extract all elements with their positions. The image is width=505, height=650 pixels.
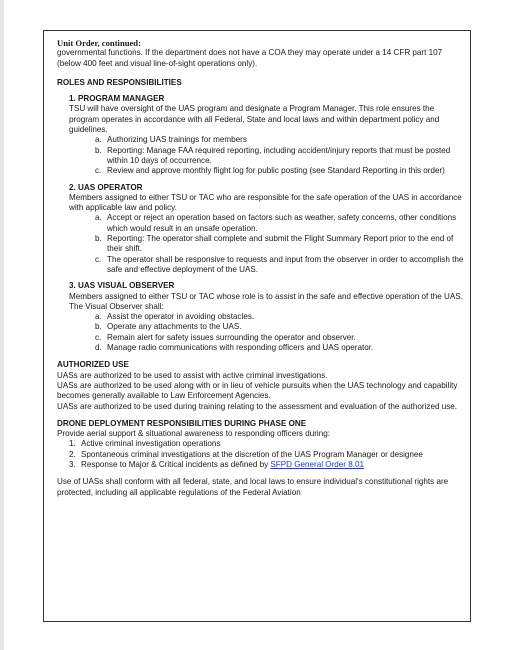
list-item: a. Assist the operator in avoiding obstacles. bbox=[95, 312, 255, 322]
list-item: d. Manage radio communications with responding officers and UAS operator. bbox=[95, 343, 374, 353]
roles-heading: ROLES AND RESPONSIBILITIES bbox=[57, 77, 182, 87]
unit-order-header: Unit Order, continued: bbox=[57, 38, 141, 48]
list-item: b. Operate any attachments to the UAS. bbox=[95, 322, 242, 332]
authorized-use-line: UASs are authorized to be used to assist with active criminal investigations. bbox=[57, 370, 328, 380]
list-item: c. Review and approve monthly flight log for public posting (see Standard Reporting in this order) bbox=[95, 166, 445, 176]
authorized-use-line: UASs are authorized to be used along with or in lieu of vehicle pursuits when the UAS technology and capability becomes generally available to Law Enforcement Agencies. bbox=[57, 380, 458, 401]
visual-observer-heading: 3. UAS VISUAL OBSERVER bbox=[69, 281, 175, 291]
program-manager-heading: 1. PROGRAM MANAGER bbox=[69, 94, 165, 104]
authorized-use-line: UASs are authorized to be used during training relating to the assessment and evaluation of the authorized use. bbox=[57, 401, 457, 411]
intro-paragraph: governmental functions. If the department does not have a COA they may operate under a 14 CFR part 107 (below 400 feet and visual line-of-sight operations only). bbox=[57, 48, 443, 68]
general-order-link[interactable]: SFPD General Order 8.01 bbox=[270, 459, 364, 469]
list-item: 1. Active criminal investigation operations bbox=[69, 439, 221, 449]
list-item: a. Accept or reject an operation based on factors such as weather, safety concerns, other conditions which would result in an unsafe operation. bbox=[95, 213, 457, 233]
document-body bbox=[57, 38, 465, 498]
closing-paragraph: Use of UASs shall conform with all federal, state, and local laws to ensure individual's constitutional rights are protected, including all applicable regulations of the Federal Aviation bbox=[57, 477, 449, 497]
list-item: c. Remain alert for safety issues surrounding the operator and observer. bbox=[95, 332, 356, 342]
scan-edge bbox=[0, 0, 4, 650]
authorized-use-heading: AUTHORIZED USE bbox=[57, 360, 129, 370]
visual-observer-text: Members assigned to either TSU or TAC whose role is to assist in the safe and effective operation of the UAS. The Visual Observer shall: bbox=[69, 291, 463, 311]
list-item: a. Authorizing UAS trainings for members bbox=[95, 135, 247, 145]
uas-operator-heading: 2. UAS OPERATOR bbox=[69, 182, 143, 192]
list-item: b. Reporting: Manage FAA required reporting, including accident/injury reports that must be posted within 10 days of occurrence. bbox=[95, 145, 451, 165]
drone-deployment-heading: DRONE DEPLOYMENT RESPONSIBILITIES DURING PHASE ONE bbox=[57, 418, 307, 428]
program-manager-text: TSU will have oversight of the UAS program and designate a Program Manager. This role ensures the program operates in accordance with all Federal, State and local laws and within department policy and guidelines. bbox=[69, 104, 440, 135]
spacer bbox=[57, 470, 465, 477]
uas-operator-text: Members assigned to either TSU or TAC who are responsible for the safe operation of the UAS in accordance with applicable law and policy. bbox=[69, 192, 462, 213]
drone-deployment-text: Provide aerial support & situational awareness to responding officers during: bbox=[57, 429, 330, 439]
list-item: c. The operator shall be responsive to requests and input from the observer in order to accomplish the safe and effective deployment of the UAS. bbox=[95, 254, 464, 274]
list-item: 2. Spontaneous criminal investigations at the discretion of the UAS Program Manager or designee bbox=[69, 449, 423, 459]
list-item: b. Reporting: The operator shall complete and submit the Flight Summary Report prior to the end of their shift. bbox=[95, 234, 454, 254]
list-item: 3. Response to Major & Critical incidents as defined by SFPD General Order 8.01 bbox=[69, 459, 364, 469]
